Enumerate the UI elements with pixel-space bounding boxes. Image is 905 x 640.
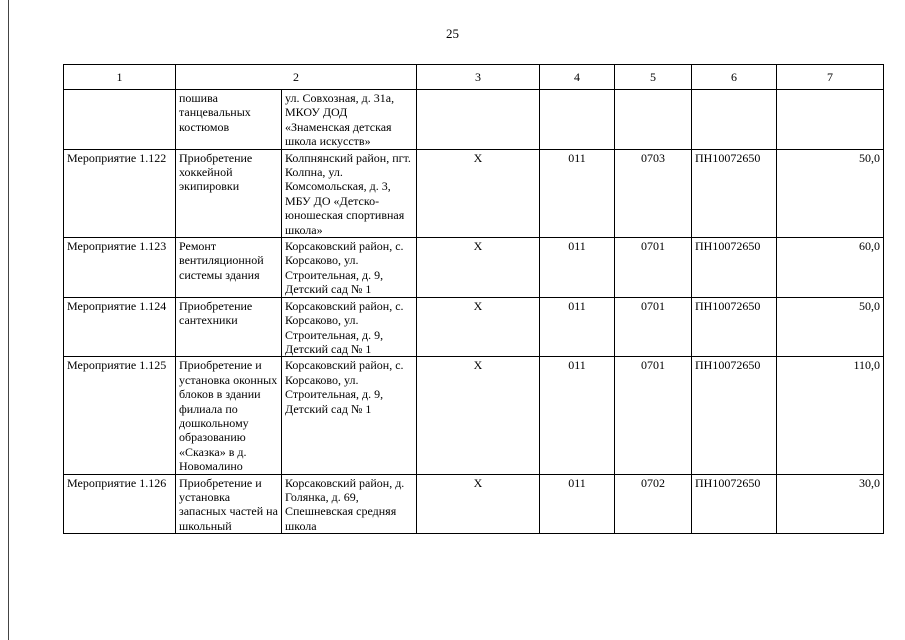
row-address: ул. Совхозная, д. 31а, МКОУ ДОД «Знаменская детская школа искусств» xyxy=(282,90,417,150)
row-col-4: 011 xyxy=(540,149,615,237)
row-col-3: Х xyxy=(417,297,540,357)
page-margin-line xyxy=(8,0,9,640)
table-row xyxy=(64,149,884,237)
page-number: 25 xyxy=(446,26,459,41)
row-col-3: Х xyxy=(417,149,540,237)
row-col-6 xyxy=(692,90,777,150)
row-col-6: ПН10072650 xyxy=(692,357,777,474)
row-col-6: ПН10072650 xyxy=(692,238,777,298)
row-col-3: Х xyxy=(417,238,540,298)
header-col-6: 6 xyxy=(692,65,777,90)
row-col-6: ПН10072650 xyxy=(692,149,777,237)
row-measure-id: Мероприятие 1.123 xyxy=(64,238,176,298)
row-col-5: 0702 xyxy=(615,474,692,534)
row-col-5: 0701 xyxy=(615,297,692,357)
row-col-4: 011 xyxy=(540,238,615,298)
table-row xyxy=(64,238,884,298)
row-address: Корсаковский район, с. Корсаково, ул. Строительная, д. 9, Детский сад № 1 xyxy=(282,297,417,357)
header-col-1: 1 xyxy=(64,65,176,90)
table-row xyxy=(64,90,884,150)
row-col-5: 0701 xyxy=(615,357,692,474)
row-description: Приобретение и установка оконных блоков в здании филиала по дошкольному образованию «Сказка» в д. Новомалино xyxy=(176,357,282,474)
row-description: Ремонт вентиляционной системы здания xyxy=(176,238,282,298)
row-col-5: 0703 xyxy=(615,149,692,237)
row-col-7: 30,0 xyxy=(777,474,884,534)
row-col-4: 011 xyxy=(540,357,615,474)
table-row xyxy=(64,297,884,357)
row-measure-id: Мероприятие 1.124 xyxy=(64,297,176,357)
row-col-4 xyxy=(540,90,615,150)
row-col-5: 0701 xyxy=(615,238,692,298)
row-description: Приобретение сантехники xyxy=(176,297,282,357)
row-col-7 xyxy=(777,90,884,150)
row-col-3 xyxy=(417,90,540,150)
table-row xyxy=(64,474,884,534)
row-address: Корсаковский район, д. Голянка, д. 69, Спешневская средняя школа xyxy=(282,474,417,534)
row-col-7: 60,0 xyxy=(777,238,884,298)
header-col-4: 4 xyxy=(540,65,615,90)
row-col-3: Х xyxy=(417,474,540,534)
row-measure-id: Мероприятие 1.126 xyxy=(64,474,176,534)
header-row xyxy=(64,65,884,90)
row-address: Корсаковский район, с. Корсаково, ул. Строительная, д. 9, Детский сад № 1 xyxy=(282,238,417,298)
row-col-7: 50,0 xyxy=(777,297,884,357)
row-col-3: Х xyxy=(417,357,540,474)
row-col-7: 110,0 xyxy=(777,357,884,474)
row-col-6: ПН10072650 xyxy=(692,297,777,357)
header-col-2: 2 xyxy=(176,65,417,90)
header-col-3: 3 xyxy=(417,65,540,90)
row-address: Корсаковский район, с. Корсаково, ул. Строительная, д. 9, Детский сад № 1 xyxy=(282,357,417,474)
table-row xyxy=(64,357,884,474)
row-description: пошива танцевальных костюмов xyxy=(176,90,282,150)
header-col-7: 7 xyxy=(777,65,884,90)
row-description: Приобретение хоккейной экипировки xyxy=(176,149,282,237)
row-col-6: ПН10072650 xyxy=(692,474,777,534)
header-col-5: 5 xyxy=(615,65,692,90)
row-description: Приобретение и установка запасных частей на школьный xyxy=(176,474,282,534)
budget-table xyxy=(63,64,884,534)
row-col-4: 011 xyxy=(540,474,615,534)
row-address: Колпнянский район, пгт. Колпна, ул. Комсомольская, д. 3, МБУ ДО «Детско-юношеская спортивная школа» xyxy=(282,149,417,237)
row-col-7: 50,0 xyxy=(777,149,884,237)
row-measure-id: Мероприятие 1.125 xyxy=(64,357,176,474)
row-measure-id xyxy=(64,90,176,150)
row-col-5 xyxy=(615,90,692,150)
row-col-4: 011 xyxy=(540,297,615,357)
row-measure-id: Мероприятие 1.122 xyxy=(64,149,176,237)
